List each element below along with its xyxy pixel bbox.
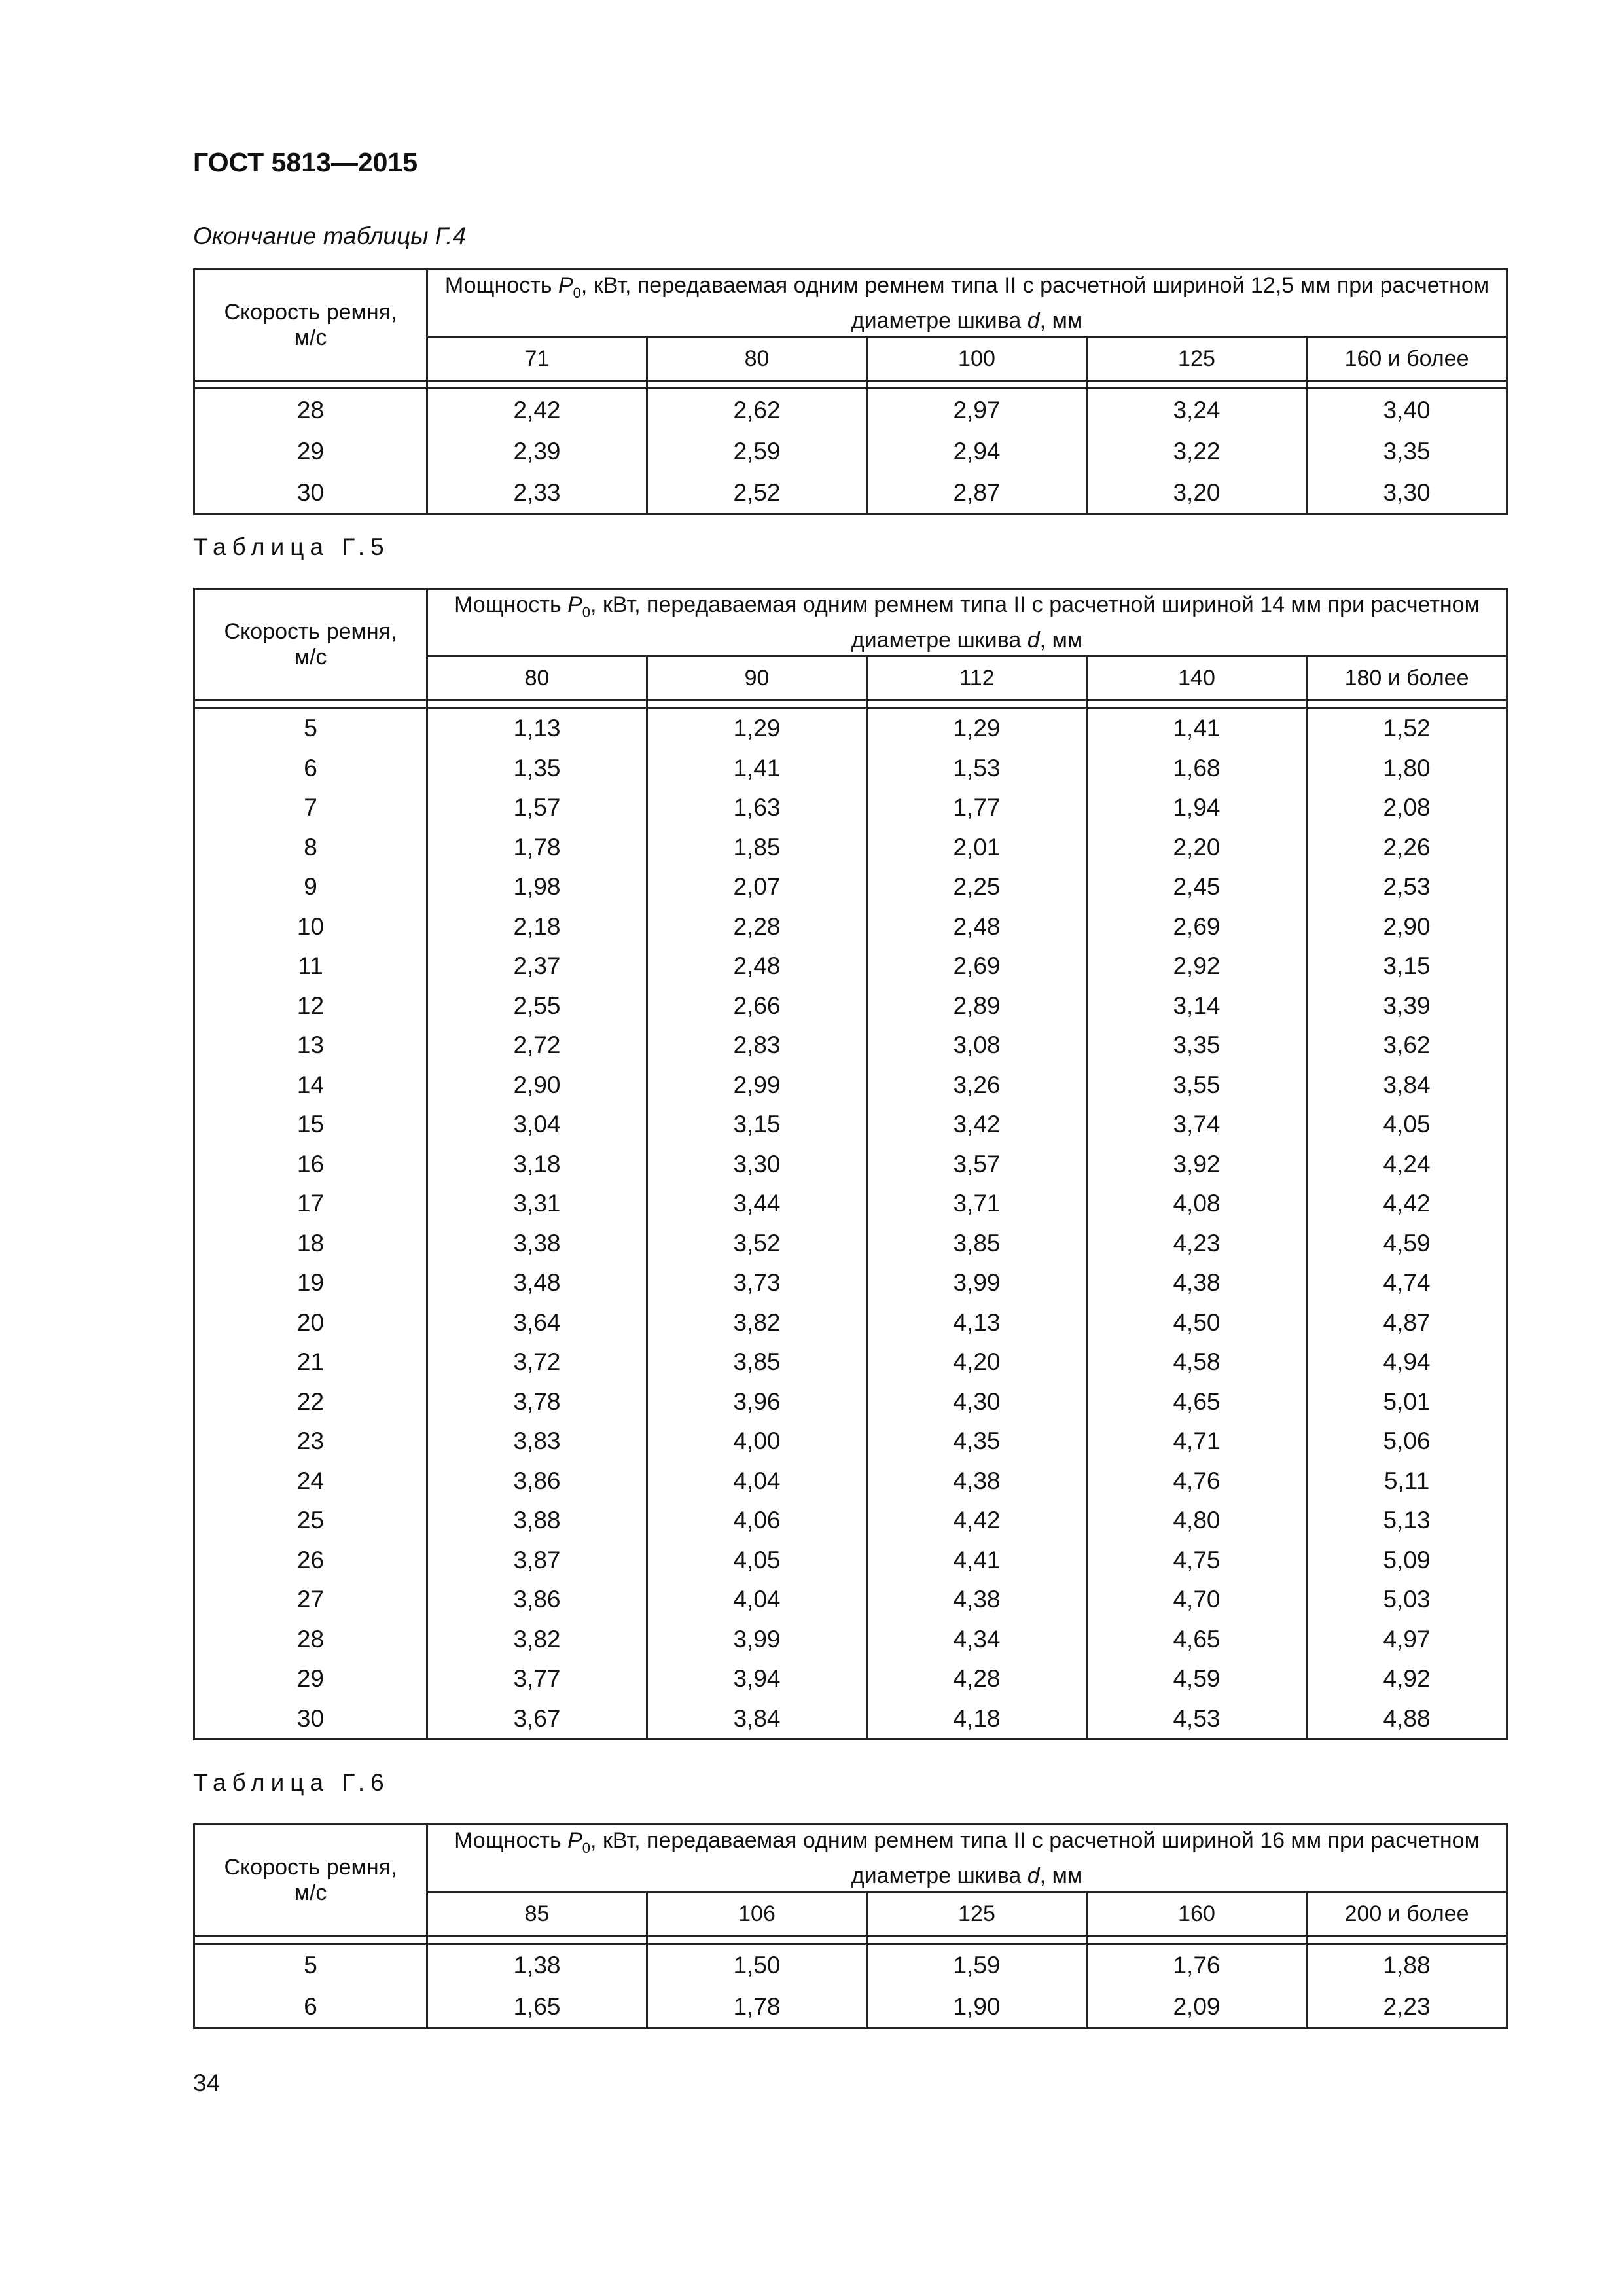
power-cell: 3,26 <box>867 1066 1087 1105</box>
power-cell: 3,78 <box>427 1382 647 1422</box>
table-row <box>194 1026 1507 1066</box>
power-cell: 3,88 <box>427 1501 647 1541</box>
header-middle: , кВт, передаваемая одним ремнем типа II с расчетной шириной 12,5 мм при расчетном диаметре шкива <box>580 273 1489 333</box>
diameter-header: 160 и более <box>1307 337 1507 381</box>
power-cell: 3,77 <box>427 1659 647 1699</box>
diameter-header: 140 <box>1087 656 1307 700</box>
header-suffix: , мм <box>1039 308 1083 333</box>
power-cell: 2,55 <box>427 986 647 1026</box>
power-cell: 2,07 <box>647 867 867 907</box>
header-middle: , кВт, передаваемая одним ремнем типа II с расчетной шириной 14 мм при расчетном диаметре шкива <box>590 592 1480 653</box>
power-cell: 2,99 <box>647 1066 867 1105</box>
power-cell: 3,14 <box>1087 986 1307 1026</box>
power-cell: 1,41 <box>1087 708 1307 749</box>
power-cell: 3,74 <box>1087 1105 1307 1145</box>
power-cell: 1,85 <box>647 828 867 868</box>
header-prefix: Мощность <box>454 592 568 617</box>
speed-cell: 6 <box>194 1986 427 2028</box>
power-cell: 2,94 <box>867 431 1087 472</box>
table-row <box>194 986 1507 1026</box>
power-cell: 3,62 <box>1307 1026 1507 1066</box>
document-code: ГОСТ 5813—2015 <box>193 147 418 177</box>
diameter-header: 100 <box>867 337 1087 381</box>
speed-cell: 26 <box>194 1541 427 1581</box>
power-cell: 2,18 <box>427 907 647 947</box>
table-row <box>194 1145 1507 1185</box>
power-cell: 3,96 <box>647 1382 867 1422</box>
table-row <box>194 1382 1507 1422</box>
power-cell: 2,53 <box>1307 867 1507 907</box>
speed-cell: 17 <box>194 1184 427 1224</box>
power-cell: 1,29 <box>647 708 867 749</box>
power-cell: 3,52 <box>647 1224 867 1264</box>
table-row <box>194 389 1507 431</box>
power-subscript: 0 <box>582 604 591 620</box>
power-cell: 1,41 <box>647 749 867 789</box>
power-cell: 5,09 <box>1307 1541 1507 1581</box>
power-cell: 1,38 <box>427 1944 647 1986</box>
power-cell: 3,08 <box>867 1026 1087 1066</box>
power-cell: 4,00 <box>647 1422 867 1462</box>
speed-cell: 5 <box>194 708 427 749</box>
speed-cell: 18 <box>194 1224 427 1264</box>
power-cell: 3,82 <box>647 1303 867 1343</box>
power-cell: 3,71 <box>867 1184 1087 1224</box>
diameter-header: 200 и более <box>1307 1892 1507 1936</box>
power-cell: 4,20 <box>867 1342 1087 1382</box>
power-cell: 4,58 <box>1087 1342 1307 1382</box>
table-row <box>194 1541 1507 1581</box>
diameter-symbol: d <box>1027 308 1040 333</box>
power-cell: 2,26 <box>1307 828 1507 868</box>
power-cell: 4,94 <box>1307 1342 1507 1382</box>
speed-cell: 10 <box>194 907 427 947</box>
table-row <box>194 1066 1507 1105</box>
power-cell: 4,38 <box>867 1462 1087 1501</box>
table-row <box>194 708 1507 749</box>
power-cell: 2,69 <box>1087 907 1307 947</box>
speed-cell: 13 <box>194 1026 427 1066</box>
page-number: 34 <box>193 2070 221 2096</box>
power-subscript: 0 <box>582 1840 591 1856</box>
power-cell: 2,97 <box>867 389 1087 431</box>
power-cell: 3,35 <box>1307 431 1507 472</box>
speed-cell: 29 <box>194 1659 427 1699</box>
speed-cell: 30 <box>194 472 427 514</box>
power-cell: 4,35 <box>867 1422 1087 1462</box>
power-cell: 3,18 <box>427 1145 647 1185</box>
power-cell: 2,28 <box>647 907 867 947</box>
power-symbol: P <box>567 1828 582 1853</box>
power-cell: 3,99 <box>647 1620 867 1660</box>
power-cell: 3,40 <box>1307 389 1507 431</box>
speed-cell: 20 <box>194 1303 427 1343</box>
table-g4 <box>193 268 1508 515</box>
table-row <box>194 1699 1507 1740</box>
speed-cell: 25 <box>194 1501 427 1541</box>
power-cell: 3,92 <box>1087 1145 1307 1185</box>
power-cell: 3,38 <box>427 1224 647 1264</box>
table-row <box>194 1342 1507 1382</box>
power-header <box>427 270 1507 337</box>
power-cell: 1,53 <box>867 749 1087 789</box>
power-cell: 3,86 <box>427 1462 647 1501</box>
diameter-header: 112 <box>867 656 1087 700</box>
speed-cell: 29 <box>194 431 427 472</box>
table-g5 <box>193 588 1508 1740</box>
power-cell: 4,41 <box>867 1541 1087 1581</box>
speed-cell: 5 <box>194 1944 427 1986</box>
speed-cell: 27 <box>194 1580 427 1620</box>
diameter-header: 90 <box>647 656 867 700</box>
power-cell: 2,87 <box>867 472 1087 514</box>
power-cell: 1,65 <box>427 1986 647 2028</box>
power-cell: 3,99 <box>867 1263 1087 1303</box>
table-row <box>194 472 1507 514</box>
power-cell: 4,75 <box>1087 1541 1307 1581</box>
power-cell: 1,13 <box>427 708 647 749</box>
diameter-header: 85 <box>427 1892 647 1936</box>
power-symbol: P <box>558 273 573 298</box>
speed-cell: 6 <box>194 749 427 789</box>
power-cell: 4,53 <box>1087 1699 1307 1740</box>
power-cell: 1,50 <box>647 1944 867 1986</box>
speed-cell: 30 <box>194 1699 427 1740</box>
speed-cell: 23 <box>194 1422 427 1462</box>
power-cell: 4,80 <box>1087 1501 1307 1541</box>
power-cell: 2,39 <box>427 431 647 472</box>
power-cell: 4,38 <box>1087 1263 1307 1303</box>
power-cell: 2,83 <box>647 1026 867 1066</box>
power-cell: 5,13 <box>1307 1501 1507 1541</box>
power-cell: 4,06 <box>647 1501 867 1541</box>
table-row <box>194 1303 1507 1343</box>
power-cell: 1,94 <box>1087 788 1307 828</box>
power-cell: 4,04 <box>647 1462 867 1501</box>
power-cell: 3,39 <box>1307 986 1507 1026</box>
power-cell: 2,92 <box>1087 946 1307 986</box>
header-middle: , кВт, передаваемая одним ремнем типа II с расчетной шириной 16 мм при расчетном диаметре шкива <box>590 1828 1480 1888</box>
speed-cell: 15 <box>194 1105 427 1145</box>
table-g5-caption: Таблица Г.5 <box>193 533 390 560</box>
power-cell: 2,01 <box>867 828 1087 868</box>
speed-cell: 19 <box>194 1263 427 1303</box>
power-cell: 3,73 <box>647 1263 867 1303</box>
speed-cell: 8 <box>194 828 427 868</box>
power-cell: 2,48 <box>647 946 867 986</box>
power-cell: 3,42 <box>867 1105 1087 1145</box>
power-cell: 3,64 <box>427 1303 647 1343</box>
power-cell: 4,59 <box>1087 1659 1307 1699</box>
table-row <box>194 788 1507 828</box>
power-cell: 4,42 <box>867 1501 1087 1541</box>
power-cell: 1,80 <box>1307 749 1507 789</box>
power-cell: 3,55 <box>1087 1066 1307 1105</box>
table-row <box>194 1944 1507 1986</box>
power-cell: 3,83 <box>427 1422 647 1462</box>
power-cell: 3,57 <box>867 1145 1087 1185</box>
speed-cell: 16 <box>194 1145 427 1185</box>
diameter-symbol: d <box>1027 628 1040 653</box>
diameter-header: 80 <box>647 337 867 381</box>
power-cell: 4,65 <box>1087 1620 1307 1660</box>
power-cell: 3,04 <box>427 1105 647 1145</box>
power-cell: 4,88 <box>1307 1699 1507 1740</box>
power-symbol: P <box>567 592 582 617</box>
power-cell: 4,08 <box>1087 1184 1307 1224</box>
power-cell: 1,57 <box>427 788 647 828</box>
power-cell: 2,37 <box>427 946 647 986</box>
table-row <box>194 907 1507 947</box>
power-cell: 4,18 <box>867 1699 1087 1740</box>
power-cell: 3,22 <box>1087 431 1307 472</box>
header-suffix: , мм <box>1039 628 1083 653</box>
power-cell: 3,94 <box>647 1659 867 1699</box>
power-header <box>427 1825 1507 1892</box>
table-row <box>194 1620 1507 1660</box>
power-cell: 1,78 <box>647 1986 867 2028</box>
speed-header: Скорость ремня, м/с <box>194 270 427 381</box>
power-cell: 4,34 <box>867 1620 1087 1660</box>
power-subscript: 0 <box>573 285 581 301</box>
table-row <box>194 1105 1507 1145</box>
power-cell: 3,20 <box>1087 472 1307 514</box>
power-cell: 1,52 <box>1307 708 1507 749</box>
speed-cell: 21 <box>194 1342 427 1382</box>
table-row <box>194 1986 1507 2028</box>
diameter-header: 160 <box>1087 1892 1307 1936</box>
speed-cell: 14 <box>194 1066 427 1105</box>
speed-header: Скорость ремня, м/с <box>194 589 427 700</box>
power-cell: 4,05 <box>1307 1105 1507 1145</box>
power-cell: 4,65 <box>1087 1382 1307 1422</box>
speed-cell: 12 <box>194 986 427 1026</box>
power-cell: 2,90 <box>1307 907 1507 947</box>
power-cell: 4,76 <box>1087 1462 1307 1501</box>
power-cell: 3,72 <box>427 1342 647 1382</box>
table-row <box>194 1224 1507 1264</box>
power-cell: 2,52 <box>647 472 867 514</box>
table-row <box>194 749 1507 789</box>
speed-cell: 7 <box>194 788 427 828</box>
power-cell: 4,74 <box>1307 1263 1507 1303</box>
power-cell: 3,82 <box>427 1620 647 1660</box>
power-cell: 2,09 <box>1087 1986 1307 2028</box>
speed-cell: 24 <box>194 1462 427 1501</box>
power-cell: 1,63 <box>647 788 867 828</box>
power-cell: 4,87 <box>1307 1303 1507 1343</box>
power-cell: 4,13 <box>867 1303 1087 1343</box>
speed-header: Скорость ремня, м/с <box>194 1825 427 1936</box>
table-row <box>194 867 1507 907</box>
table-row <box>194 1501 1507 1541</box>
power-cell: 2,59 <box>647 431 867 472</box>
table-g4-caption: Окончание таблицы Г.4 <box>193 223 467 249</box>
power-cell: 1,29 <box>867 708 1087 749</box>
speed-cell: 22 <box>194 1382 427 1422</box>
power-cell: 1,98 <box>427 867 647 907</box>
diameter-symbol: d <box>1027 1863 1040 1888</box>
power-cell: 1,88 <box>1307 1944 1507 1986</box>
table-row <box>194 828 1507 868</box>
power-cell: 4,70 <box>1087 1580 1307 1620</box>
table-g6-caption: Таблица Г.6 <box>193 1769 390 1796</box>
table-row <box>194 431 1507 472</box>
power-cell: 2,48 <box>867 907 1087 947</box>
power-cell: 4,59 <box>1307 1224 1507 1264</box>
power-cell: 2,90 <box>427 1066 647 1105</box>
power-cell: 2,23 <box>1307 1986 1507 2028</box>
power-cell: 3,84 <box>647 1699 867 1740</box>
power-cell: 1,78 <box>427 828 647 868</box>
power-cell: 4,23 <box>1087 1224 1307 1264</box>
table-row <box>194 1184 1507 1224</box>
power-cell: 4,05 <box>647 1541 867 1581</box>
power-cell: 4,50 <box>1087 1303 1307 1343</box>
power-cell: 1,76 <box>1087 1944 1307 1986</box>
table-row <box>194 1263 1507 1303</box>
power-cell: 3,31 <box>427 1184 647 1224</box>
table-g6 <box>193 1823 1508 2029</box>
header-prefix: Мощность <box>444 273 558 298</box>
power-cell: 3,48 <box>427 1263 647 1303</box>
power-header <box>427 589 1507 656</box>
speed-cell: 28 <box>194 1620 427 1660</box>
power-cell: 2,42 <box>427 389 647 431</box>
speed-cell: 9 <box>194 867 427 907</box>
power-cell: 4,97 <box>1307 1620 1507 1660</box>
power-cell: 3,30 <box>1307 472 1507 514</box>
power-cell: 3,87 <box>427 1541 647 1581</box>
power-cell: 4,04 <box>647 1580 867 1620</box>
power-cell: 3,67 <box>427 1699 647 1740</box>
power-cell: 2,45 <box>1087 867 1307 907</box>
table-row <box>194 1462 1507 1501</box>
power-cell: 2,89 <box>867 986 1087 1026</box>
power-cell: 5,11 <box>1307 1462 1507 1501</box>
diameter-header: 180 и более <box>1307 656 1507 700</box>
power-cell: 4,30 <box>867 1382 1087 1422</box>
power-cell: 5,06 <box>1307 1422 1507 1462</box>
power-cell: 2,08 <box>1307 788 1507 828</box>
power-cell: 4,28 <box>867 1659 1087 1699</box>
power-cell: 2,33 <box>427 472 647 514</box>
power-cell: 4,92 <box>1307 1659 1507 1699</box>
diameter-header: 71 <box>427 337 647 381</box>
power-cell: 3,84 <box>1307 1066 1507 1105</box>
power-cell: 5,03 <box>1307 1580 1507 1620</box>
power-cell: 3,35 <box>1087 1026 1307 1066</box>
power-cell: 2,69 <box>867 946 1087 986</box>
header-suffix: , мм <box>1039 1863 1083 1888</box>
header-prefix: Мощность <box>454 1828 568 1853</box>
diameter-header: 80 <box>427 656 647 700</box>
diameter-header: 106 <box>647 1892 867 1936</box>
power-cell: 3,15 <box>1307 946 1507 986</box>
power-cell: 3,85 <box>647 1342 867 1382</box>
power-cell: 1,59 <box>867 1944 1087 1986</box>
power-cell: 3,30 <box>647 1145 867 1185</box>
power-cell: 3,24 <box>1087 389 1307 431</box>
power-cell: 3,86 <box>427 1580 647 1620</box>
table-row <box>194 1580 1507 1620</box>
power-cell: 4,38 <box>867 1580 1087 1620</box>
power-cell: 1,35 <box>427 749 647 789</box>
power-cell: 2,20 <box>1087 828 1307 868</box>
power-cell: 3,44 <box>647 1184 867 1224</box>
diameter-header: 125 <box>867 1892 1087 1936</box>
table-row <box>194 946 1507 986</box>
power-cell: 4,71 <box>1087 1422 1307 1462</box>
power-cell: 5,01 <box>1307 1382 1507 1422</box>
diameter-header: 125 <box>1087 337 1307 381</box>
power-cell: 2,25 <box>867 867 1087 907</box>
power-cell: 3,85 <box>867 1224 1087 1264</box>
table-row <box>194 1422 1507 1462</box>
power-cell: 2,62 <box>647 389 867 431</box>
power-cell: 1,77 <box>867 788 1087 828</box>
power-cell: 1,68 <box>1087 749 1307 789</box>
power-cell: 2,72 <box>427 1026 647 1066</box>
table-row <box>194 1659 1507 1699</box>
speed-cell: 11 <box>194 946 427 986</box>
power-cell: 1,90 <box>867 1986 1087 2028</box>
power-cell: 2,66 <box>647 986 867 1026</box>
power-cell: 4,42 <box>1307 1184 1507 1224</box>
speed-cell: 28 <box>194 389 427 431</box>
power-cell: 3,15 <box>647 1105 867 1145</box>
power-cell: 4,24 <box>1307 1145 1507 1185</box>
